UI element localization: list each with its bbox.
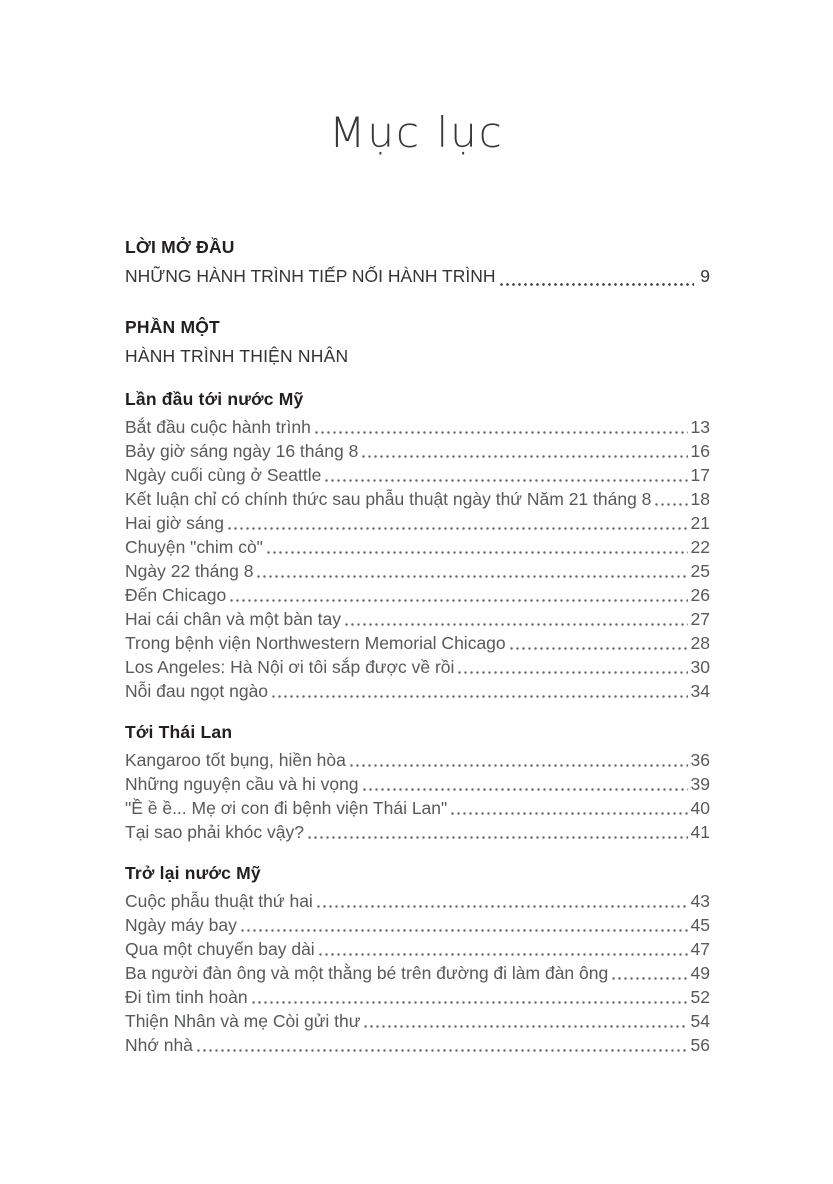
entry-page-number: 27 xyxy=(690,609,710,629)
toc-sections xyxy=(125,386,710,1057)
entry-page-number: 54 xyxy=(690,1011,710,1031)
toc-entry xyxy=(125,559,710,583)
entry-title: "Ề ề ề... Mẹ ơi con đi bệnh viện Thái Lan" xyxy=(125,798,448,818)
entry-title: Kết luận chỉ có chính thức sau phẫu thuật ngày thứ Năm 21 tháng 8 xyxy=(125,489,652,509)
entry-title: Ngày 22 tháng 8 xyxy=(125,561,254,581)
dot-leader xyxy=(500,283,695,286)
entry-page-number: 26 xyxy=(690,585,710,605)
entry-page-number: 47 xyxy=(690,939,710,959)
preamble-row xyxy=(125,262,710,291)
entry-page-number: 52 xyxy=(690,987,710,1007)
dot-leader xyxy=(315,431,688,434)
dot-leader xyxy=(510,647,688,650)
dot-leader xyxy=(257,575,687,578)
dot-leader xyxy=(364,1025,687,1028)
dot-leader xyxy=(655,503,687,506)
entry-title: Ba người đàn ông và một thằng bé trên đường đi làm đàn ông xyxy=(125,963,609,983)
section-heading: Lần đầu tới nước Mỹ xyxy=(125,389,304,409)
dot-leader xyxy=(308,836,688,839)
toc-entry xyxy=(125,1033,710,1057)
dot-leader xyxy=(363,788,688,791)
entry-title: Los Angeles: Hà Nội ơi tôi sắp được về rồi xyxy=(125,657,455,677)
entry-title: Ngày máy bay xyxy=(125,915,237,935)
toc-entry xyxy=(125,679,710,703)
entry-title: Thiện Nhân và mẹ Còi gửi thư xyxy=(125,1011,361,1031)
preamble-heading: LỜI MỞ ĐẦU xyxy=(125,237,235,257)
dot-leader xyxy=(325,479,687,482)
dot-leader xyxy=(451,812,687,815)
page-title: Mục lục xyxy=(329,108,504,157)
dot-leader xyxy=(272,695,687,698)
toc-entry xyxy=(125,415,710,439)
toc-content xyxy=(125,233,710,1057)
toc-entry xyxy=(125,985,710,1009)
toc-entry xyxy=(125,439,710,463)
entry-page-number: 49 xyxy=(690,963,710,983)
part-block xyxy=(125,313,710,370)
toc-entry xyxy=(125,631,710,655)
entry-title: Qua một chuyến bay dài xyxy=(125,939,315,959)
entry-title: Nhớ nhà xyxy=(125,1035,193,1055)
entry-title: Đến Chicago xyxy=(125,585,227,605)
toc-entry xyxy=(125,1009,710,1033)
entry-page-number: 22 xyxy=(690,537,710,557)
entry-page-number: 56 xyxy=(690,1035,710,1055)
entry-page-number: 36 xyxy=(690,750,710,770)
entry-title: Ngày cuối cùng ở Seattle xyxy=(125,465,322,485)
toc-entry xyxy=(125,748,710,772)
entry-title: Bảy giờ sáng ngày 16 tháng 8 xyxy=(125,441,359,461)
toc-section xyxy=(125,860,710,1057)
entry-page-number: 34 xyxy=(690,681,710,701)
entry-page-number: 40 xyxy=(690,798,710,818)
section-heading: Trở lại nước Mỹ xyxy=(125,863,261,883)
toc-entry xyxy=(125,655,710,679)
entry-page-number: 16 xyxy=(690,441,710,461)
dot-leader xyxy=(267,551,688,554)
entry-page-number: 18 xyxy=(690,489,710,509)
preamble-page-number: 9 xyxy=(700,266,710,286)
entry-title: Cuộc phẫu thuật thứ hai xyxy=(125,891,313,911)
entry-page-number: 13 xyxy=(690,417,710,437)
entry-title: Trong bệnh viện Northwestern Memorial Chicago xyxy=(125,633,506,653)
toc-entry xyxy=(125,820,710,844)
toc-entry xyxy=(125,913,710,937)
dot-leader xyxy=(230,599,687,602)
dot-leader xyxy=(350,764,688,767)
dot-leader xyxy=(197,1049,688,1052)
entry-page-number: 30 xyxy=(690,657,710,677)
dot-leader xyxy=(317,905,688,908)
dot-leader xyxy=(252,1001,688,1004)
toc-section xyxy=(125,719,710,844)
entry-page-number: 21 xyxy=(690,513,710,533)
dot-leader xyxy=(345,623,688,626)
entry-page-number: 41 xyxy=(690,822,710,842)
toc-entry xyxy=(125,487,710,511)
preamble-block xyxy=(125,233,710,291)
preamble-subtitle: NHỮNG HÀNH TRÌNH TIẾP NỐI HÀNH TRÌNH xyxy=(125,266,496,286)
entry-page-number: 43 xyxy=(690,891,710,911)
dot-leader xyxy=(362,455,687,458)
toc-entry xyxy=(125,607,710,631)
entry-title: Nỗi đau ngọt ngào xyxy=(125,681,269,701)
toc-entry xyxy=(125,535,710,559)
toc-entry xyxy=(125,961,710,985)
entry-page-number: 45 xyxy=(690,915,710,935)
toc-entry xyxy=(125,463,710,487)
dot-leader xyxy=(319,953,688,956)
part-heading: PHẦN MỘT xyxy=(125,317,220,337)
toc-entry xyxy=(125,511,710,535)
entry-title: Kangaroo tốt bụng, hiền hòa xyxy=(125,750,346,770)
entry-page-number: 17 xyxy=(690,465,710,485)
entry-page-number: 39 xyxy=(690,774,710,794)
toc-entry xyxy=(125,772,710,796)
entry-title: Những nguyện cầu và hi vọng xyxy=(125,774,359,794)
entry-page-number: 28 xyxy=(690,633,710,653)
entry-title: Đi tìm tinh hoàn xyxy=(125,987,248,1007)
entry-title: Hai giờ sáng xyxy=(125,513,225,533)
entry-title: Chuyện "chim cò" xyxy=(125,537,263,557)
part-subtitle: HÀNH TRÌNH THIỆN NHÂN xyxy=(125,346,349,366)
toc-entry xyxy=(125,583,710,607)
toc-entry xyxy=(125,937,710,961)
entry-title: Tại sao phải khóc vậy? xyxy=(125,822,304,842)
section-heading: Tới Thái Lan xyxy=(125,722,233,742)
entry-title: Bắt đầu cuộc hành trình xyxy=(125,417,311,437)
entry-title: Hai cái chân và một bàn tay xyxy=(125,609,341,629)
entry-page-number: 25 xyxy=(690,561,710,581)
dot-leader xyxy=(612,977,687,980)
dot-leader xyxy=(458,671,687,674)
toc-section xyxy=(125,386,710,703)
toc-entry xyxy=(125,889,710,913)
dot-leader xyxy=(241,929,688,932)
dot-leader xyxy=(228,527,688,530)
toc-entry xyxy=(125,796,710,820)
